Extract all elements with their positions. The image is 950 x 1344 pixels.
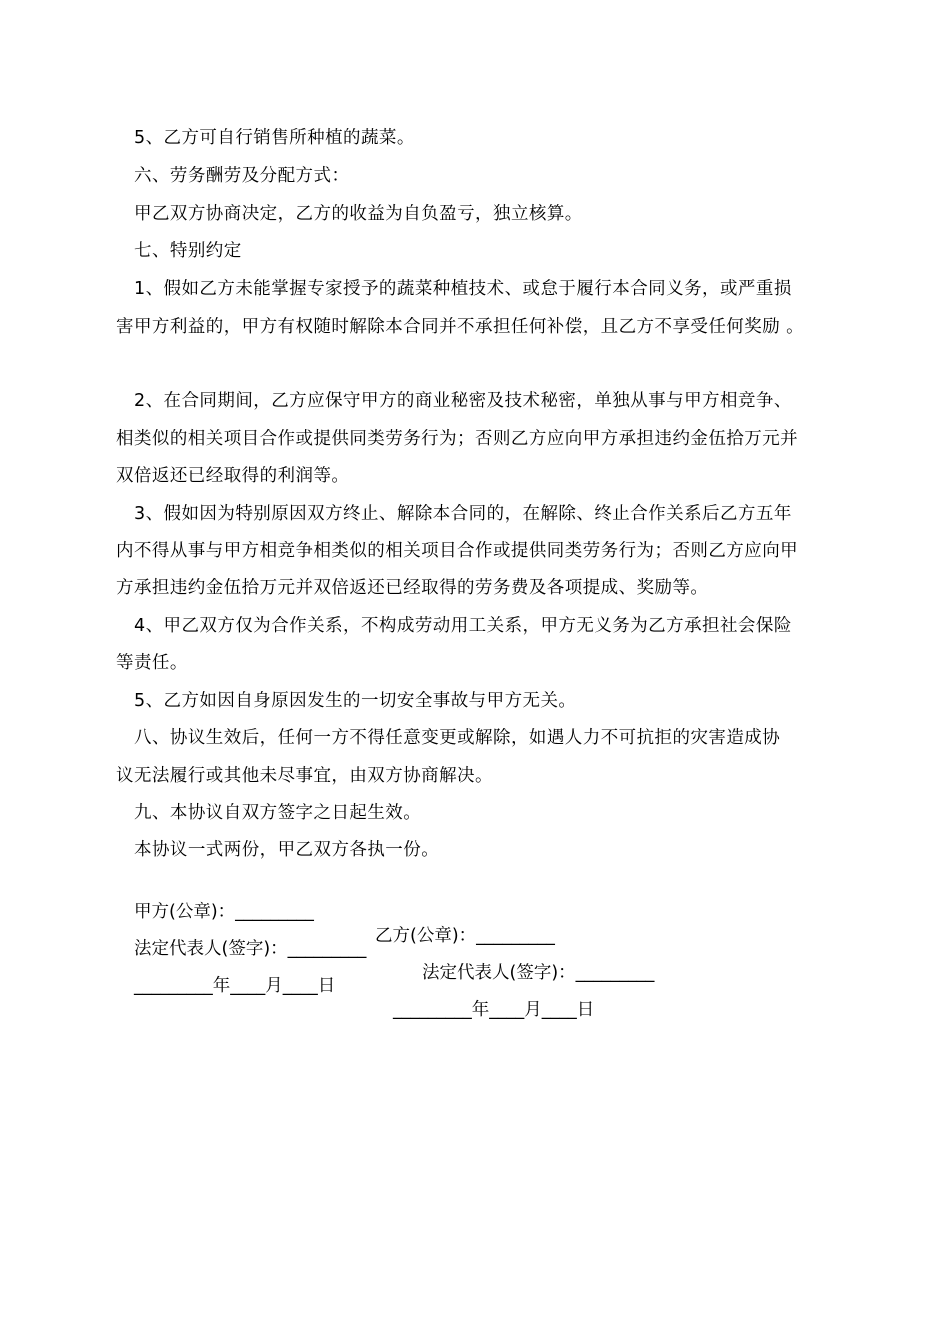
s7-clause-3-line-2: 内不得从事与甲方相竞争相类似的相关项目合作或提供同类劳务行为；否则乙方应向甲 <box>116 541 799 561</box>
s7-clause-3-line-3: 方承担违约金伍拾万元并双倍返还已经取得的劳务费及各项提成、奖励等。 <box>116 578 709 598</box>
date-row <box>0 950 950 1046</box>
section-6-body: 甲乙双方协商决定，乙方的收益为自负盈亏，独立核算。 <box>134 204 583 224</box>
section-6-title: 六、劳务酬劳及分配方式： <box>134 166 350 186</box>
party-a-seal: 甲方(公章)：_________ <box>134 902 314 922</box>
s7-clause-1-line-2: 害甲方利益的，甲方有权随时解除本合同并不承担任何补偿，且乙方不享受任何奖励 。 <box>116 317 805 337</box>
s7-clause-4-line-1: 4、甲乙双方仅为合作关系，不构成劳动用工关系，甲方无义务为乙方承担社会保险 <box>134 616 792 636</box>
section-8-line-1: 八、协议生效后，任何一方不得任意变更或解除，如遇人力不可抗拒的灾害造成协 <box>134 728 781 748</box>
s7-clause-5: 5、乙方如因自身原因发生的一切安全事故与甲方无关。 <box>134 691 577 711</box>
copies-statement: 本协议一式两份，甲乙双方各执一份。 <box>134 840 440 860</box>
section-8-line-2: 议无法履行或其他未尽事宜，由双方协商解决。 <box>116 766 493 786</box>
party-a-representative: 法定代表人(签字)：_________ <box>134 939 367 959</box>
section-7-title: 七、特别约定 <box>134 241 242 261</box>
clause-5-sell-vegetables: 5、乙方可自行销售所种植的蔬菜。 <box>134 128 415 148</box>
party-b-seal: 乙方(公章)：_________ <box>375 926 555 946</box>
s7-clause-2-line-3: 双倍返还已经取得的利润等。 <box>116 466 350 486</box>
s7-clause-2-line-2: 相类似的相关项目合作或提供同类劳务行为；否则乙方应向甲方承担违约金伍拾万元并 <box>116 429 799 449</box>
party-a-date: _________年____月____日 <box>134 976 336 996</box>
section-9: 九、本协议自双方签字之日起生效。 <box>134 803 422 823</box>
s7-clause-2-line-1: 2、在合同期间，乙方应保守甲方的商业秘密及技术秘密，单独从事与甲方相竞争、 <box>134 391 792 411</box>
party-b-representative: 法定代表人(签字)：_________ <box>422 963 655 983</box>
s7-clause-1-line-1: 1、假如乙方未能掌握专家授予的蔬菜种植技术、或怠于履行本合同义务，或严重损 <box>134 279 792 299</box>
s7-clause-4-line-2: 等责任。 <box>116 653 188 673</box>
s7-clause-3-line-1: 3、假如因为特别原因双方终止、解除本合同的，在解除、终止合作关系后乙方五年 <box>134 504 792 524</box>
party-b-date: _________年____月____日 <box>393 1000 595 1020</box>
